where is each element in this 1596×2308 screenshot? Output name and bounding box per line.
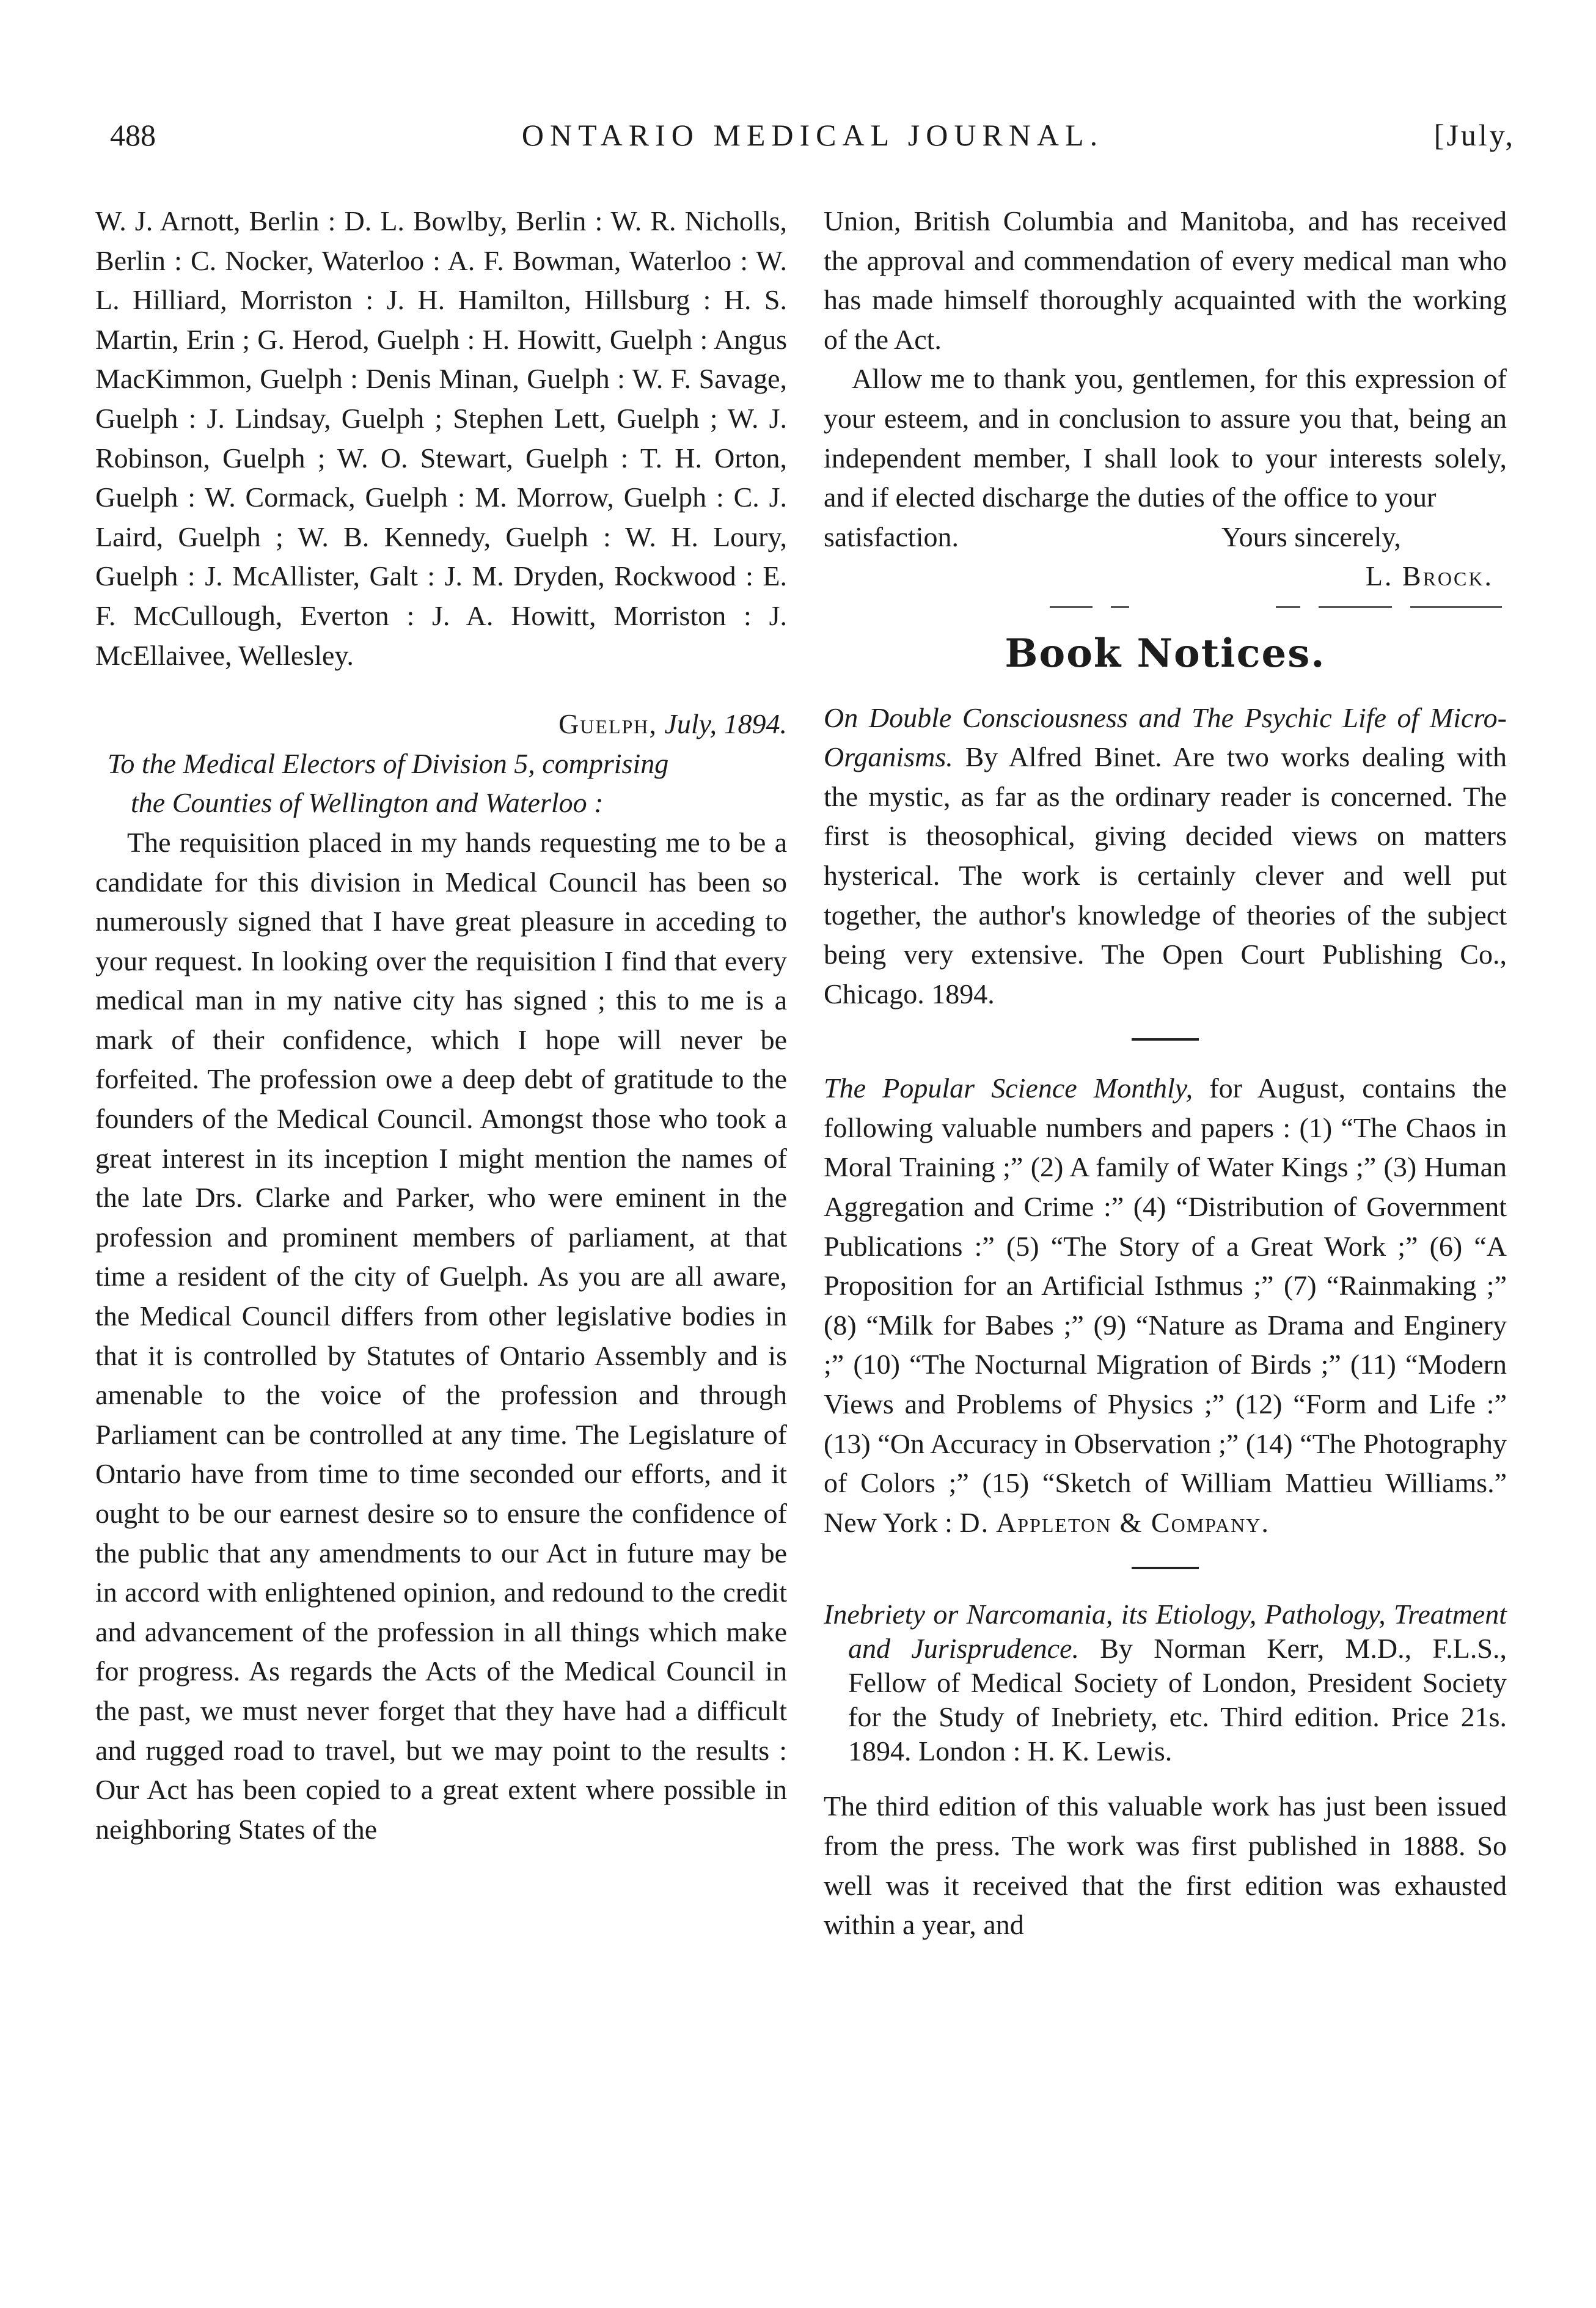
notice-3-citation: By Norman Kerr, M.D., F.L.S., Fellow of Medical Society of London, President Society for the Study of Inebriety, etc. Third edition. Price 21s. 1894. London : H. K. Lewis. [848,1633,1507,1767]
notice-separator [1132,1567,1199,1569]
letter-closing-paragraph: Allow me to thank you, gentlemen, for this expression of your esteem, and in conclusion to assure you that, being an independent member, I shall look to your interests solely, and if elected discharge the duties of the office to your [824,363,1507,513]
notice-1-title: On Double Consciousness and The Psychic Life of Micro-Organisms. [824,702,1507,773]
closing-salutation: Yours sincerely, [1221,521,1401,552]
letter-dateline [95,675,787,744]
address-line-2: the Counties of Wellington and Waterloo : [131,787,604,819]
notice-2-title: The Popular Science Monthly, [824,1072,1193,1104]
book-notice-2 [824,1069,1507,1542]
journal-title: ONTARIO MEDICAL JOURNAL. [521,118,1104,152]
dateline-date: July, 1894. [664,708,787,740]
book-notice-3-body: The third edition of this valuable work has just been issued from the press. The work was first published in 1888. So well was it received that the first edition was exhausted within a year, and [824,1790,1507,1941]
notice-separator [1132,1038,1199,1041]
letter-signature: L. Brock. [1365,560,1493,592]
closing-word: satisfaction. [824,521,959,552]
signatories-list: W. J. Arnott, Berlin : D. L. Bowlby, Berlin : W. R. Nicholls, Berlin : C. Nocker, Waterloo : A. F. Bowman, Waterloo : W. L. Hilliard, Morriston : J. H. Hamilton, Hillsburg : H. S. Martin, Erin ; G. Herod, Guelph : H. Howitt, Guelph : Angus MacKimmon, Guelph : Denis Minan, Guelph : W. F. Savage, Guelph : J. Lindsay, Guelph ; Stephen Lett, Guelph ; W. J. Robinson, Guelph ; W. O. Stewart, Guelph : T. H. Orton, Guelph : W. Cormack, Guelph : M. Morrow, Guelph : C. J. Laird, Guelph ; W. B. Kennedy, Guelph : W. H. Loury, Guelph : J. McAllister, Galt : J. M. Dryden, Rockwood : E. F. McCullough, Everton : J. A. Howitt, Morriston : J. McEllaivee, Wellesley. [95,205,787,671]
notice-2-body: for August, contains the following valuable numbers and papers : (1) “The Chaos in Moral Training ;” (2) A family of Water Kings ;” (3) Human Aggregation and Crime :” (4) “Distribution of Government Publications :” (5) “The Story of a Great Work ;” (6) “A Proposition for an Artificial Isthmus ;” (7) “Rainmaking ;” (8) “Milk for Babes ;” (9) “Nature as Drama and Enginery ;” (10) “The Nocturnal Migration of Birds ;” (11) “Modern Views and Problems of Physics ;” (12) “Form and Life :” (13) “On Accuracy in Observation ;” (14) “The Photography of Colors ;” (15) “Sketch of William Mattieu Williams.” New York : [824,1072,1507,1538]
letter-continuation: Union, British Columbia and Manitoba, and has received the approval and commendation of every medical man who has made himself thoroughly acquainted with the working of the Act. [824,205,1507,355]
letter-closing [824,518,1507,557]
page-number: 488 [110,118,156,152]
book-notice-3-citation [824,1597,1507,1768]
letter-address [95,744,787,823]
dateline-place: Guelph, [558,708,657,740]
book-notice-1 [824,698,1507,1014]
notice-2-publisher: D. Appleton & Company. [959,1506,1270,1538]
address-line-1: To the Medical Electors of Division 5, comprising [108,747,669,779]
notice-3-title: Inebriety or Narcomania, its Etiology, Pathology, Treatment and Jurisprudence. [824,1599,1507,1665]
issue-month: [July, [1433,118,1515,152]
section-divider [824,600,1507,618]
left-column [95,202,787,1849]
notice-1-body: By Alfred Binet. Are two works dealing with the mystic, as far as the ordinary reader is concerned. The first is theosophical, giving decided views on matters hysterical. The work is certainly clever and well put together, the author's knowledge of theories of the subject being very extensive. The Open Court Publishing Co., Chicago. 1894. [824,741,1507,1009]
right-column [824,202,1507,1945]
section-heading: Book Notices. [1005,630,1326,676]
letter-body: The requisition placed in my hands requesting me to be a candidate for this division in Medical Council has been so numerously signed that I have great pleasure in acceding to your request. In looking over the requisition I find that every medical man in my native city has signed ; this to me is a mark of their confidence, which I hope will never be forfeited. The profession owe a deep debt of gratitude to the founders of the Medical Council. Amongst those who took a great interest in its inception I might mention the names of the late Drs. Clarke and Parker, who were eminent in the profession and prominent members of parliament, at that time a resident of the city of Guelph. As you are all aware, the Medical Council differs from other legislative bodies in that it is controlled by Statutes of Ontario Assembly and is amenable to the voice of the profession and through Parliament can be controlled at any time. The Legislature of Ontario have from time to time seconded our efforts, and it ought to be our earnest desire so to ensure the confidence of the public that any amendments to our Act in future may be in accord with enlightened opinion, and redound to the credit and advancement of the profession in all things which make for progress. As regards the Acts of the Medical Council in the past, we must never forget that they have had a difficult and rugged road to travel, but we may point to the results : Our Act has been copied to a great extent where possible in neighboring States of the [95,826,787,1845]
running-header [110,117,1515,166]
